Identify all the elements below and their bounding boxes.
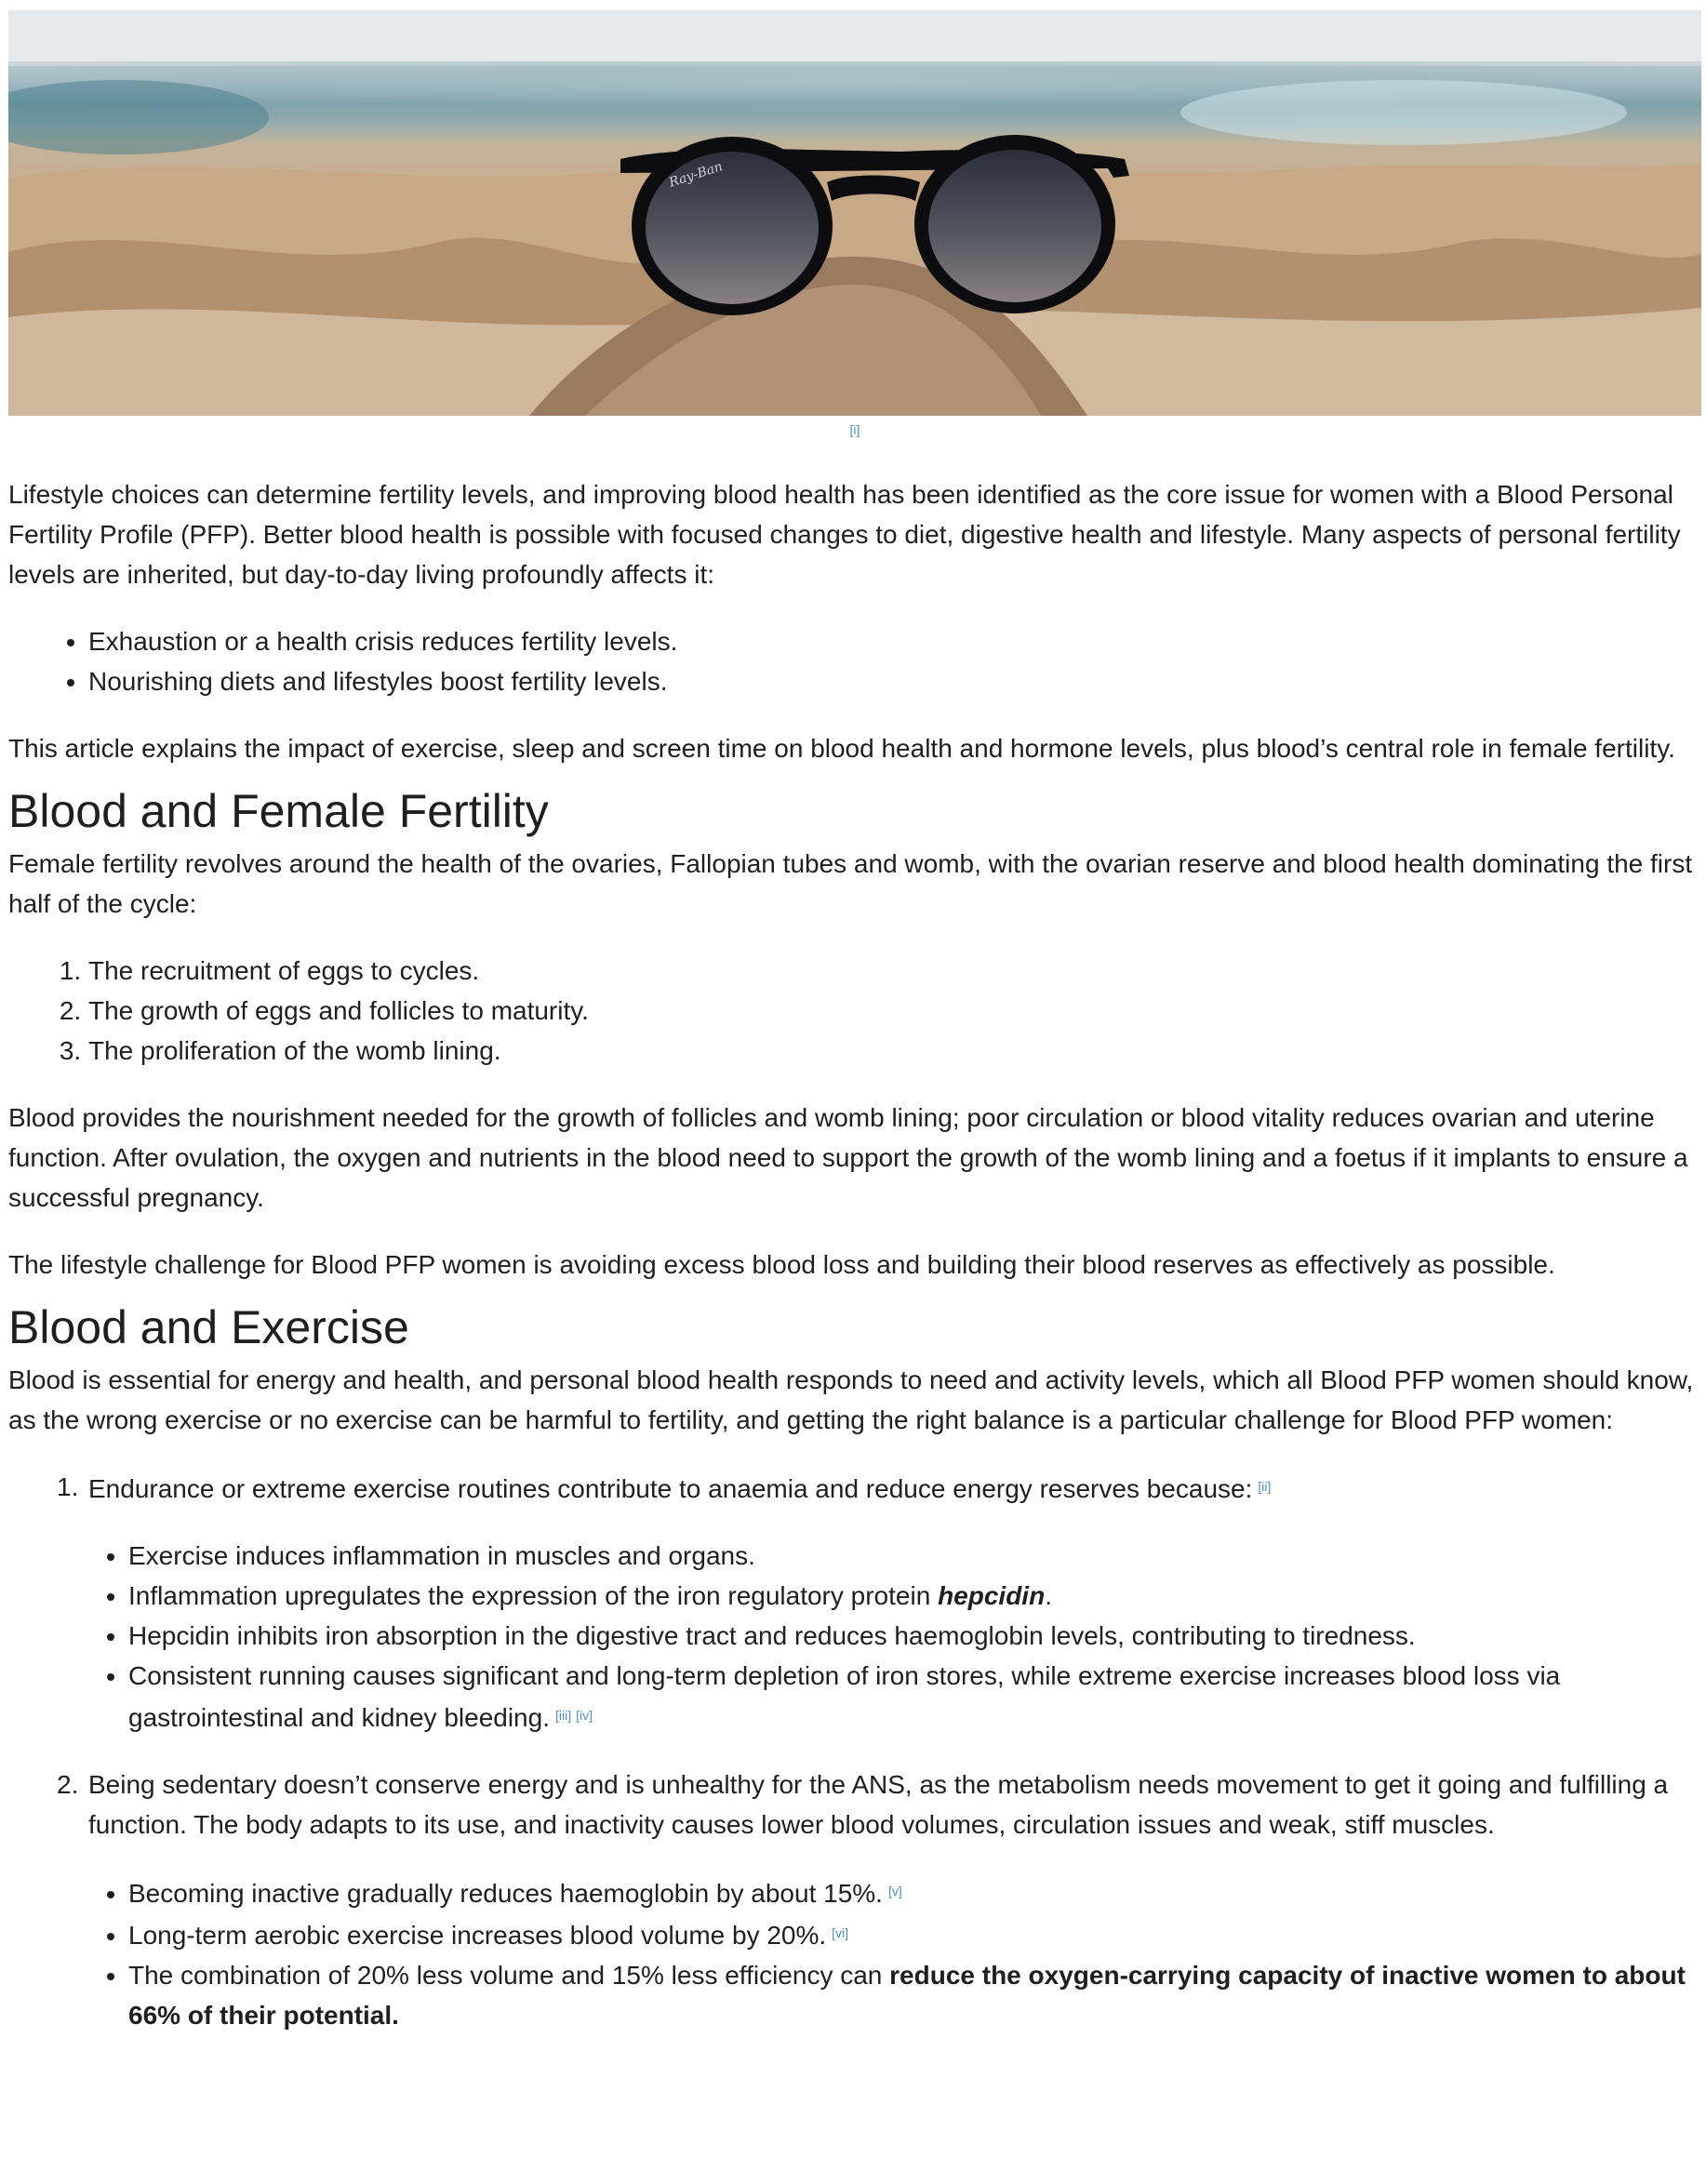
intro-paragraph: Lifestyle choices can determine fertility levels, and improving blood health has been identified as the core issue for women with a Blood Personal Fertility Profile (PFP). Better blood health is possible with focused changes to diet, digestive health and lifestyle. Many aspects of personal fertility levels are inherited, but day-to-day living profoundly affects it: — [8, 480, 1681, 589]
list-item-text: Endurance or extreme exercise routines contribute to anaemia and reduce energy reserves because: — [88, 1474, 1253, 1503]
list-item — [128, 1871, 1701, 1913]
list-item — [128, 1913, 1701, 1955]
list-item — [128, 1576, 1701, 1616]
exercise-paragraph: Blood is essential for energy and health, and personal blood health responds to need and activity levels, which all Blood PFP women should know, as the wrong exercise or no exercise can be harmful to fertility, and getting the right balance is a particular challenge for Blood PFP women: — [8, 1365, 1694, 1434]
sunglasses-on-sand-photo — [8, 10, 1701, 416]
list-item-text: Consistent running causes significant and long-term depletion of iron stores, while extreme exercise increases blood loss via gastrointestinal and kidney bleeding. — [128, 1661, 1561, 1732]
list-item-text-end: . — [1045, 1581, 1052, 1610]
list-item: • Nourishing diets and lifestyles boost fertility levels. — [88, 661, 1701, 701]
intro-bullet-list — [8, 621, 1701, 701]
list-item: 2. The growth of eggs and follicles to maturity. — [88, 991, 1701, 1031]
list-number: 2. — [57, 1770, 79, 1799]
list-item-text: Becoming inactive gradually reduces haemoglobin by about 15%. — [128, 1879, 883, 1908]
fertility-paragraph-2: Blood provides the nourishment needed for the growth of follicles and womb lining; poor circulation or blood vitality reduces ovarian and uterine function. After ovulation, the oxygen and nutrients in the blood need to support the growth of the womb lining and a foetus if it implants to ensure a successful pregnancy. — [8, 1103, 1688, 1212]
endurance-bullet-list — [88, 1536, 1701, 1738]
list-item-sedentary — [57, 1765, 1701, 2035]
emphasis-term: hepcidin — [938, 1581, 1046, 1610]
brand-logo-mark: Ray-Ban — [667, 159, 725, 191]
list-item: • Hepcidin inhibits iron absorption in the digestive tract and reduces haemoglobin levels, contributing to tiredness. — [128, 1616, 1701, 1656]
footnote-link[interactable]: [iii] — [554, 1708, 572, 1723]
list-item: 1. The recruitment of eggs to cycles. — [88, 951, 1701, 991]
footnote-link[interactable]: [ii] — [1258, 1479, 1272, 1494]
footnote-link[interactable]: [v] — [887, 1884, 902, 1898]
key-finding: reduce the oxygen-carrying capacity of inactive women to about 66% of their potential. — [128, 1961, 1686, 2030]
list-item-endurance — [57, 1467, 1701, 1738]
image-footnote-link[interactable]: [i] — [849, 422, 860, 437]
list-item: • Exhaustion or a health crisis reduces fertility levels. — [88, 621, 1701, 661]
sedentary-bullet-list — [88, 1871, 1701, 2035]
list-item: 3. The proliferation of the womb lining. — [88, 1031, 1701, 1071]
fertility-steps-list — [8, 951, 1701, 1071]
list-item-text: Long-term aerobic exercise increases blood volume by 20%. — [128, 1921, 827, 1950]
list-number: 1. — [57, 1472, 79, 1501]
article — [8, 10, 1701, 2035]
list-item — [128, 1955, 1701, 2035]
list-item: • Exercise induces inflammation in muscles and organs. — [128, 1536, 1701, 1576]
list-item-text: Being sedentary doesn’t conserve energy and is unhealthy for the ANS, as the metabolism needs movement to get it going and fulfilling a function. The body adapts to its use, and inactivity causes lower blood volumes, circulation issues and weak, stiff muscles. — [88, 1770, 1669, 1839]
fertility-paragraph-3: The lifestyle challenge for Blood PFP women is avoiding excess blood loss and building their blood reserves as effectively as possible. — [8, 1250, 1555, 1279]
footnote-link[interactable]: [vi] — [832, 1925, 849, 1940]
footnote-link[interactable]: [iv] — [576, 1708, 593, 1723]
list-item-text: Inflammation upregulates the expression of the iron regulatory protein — [128, 1581, 939, 1610]
section-heading-fertility: Blood and Female Fertility — [8, 785, 549, 837]
fertility-paragraph: Female fertility revolves around the health of the ovaries, Fallopian tubes and womb, with the ovarian reserve and blood health dominating the first half of the cycle: — [8, 849, 1693, 918]
hero-image — [8, 10, 1701, 416]
section-heading-exercise: Blood and Exercise — [8, 1301, 409, 1353]
intro-closing-paragraph: This article explains the impact of exercise, sleep and screen time on blood health and hormone levels, plus blood’s central role in female fertility. — [8, 734, 1675, 763]
exercise-points-list — [8, 1467, 1701, 2035]
list-item-text: The combination of 20% less volume and 15% less efficiency can — [128, 1961, 890, 1990]
list-item — [128, 1656, 1701, 1738]
